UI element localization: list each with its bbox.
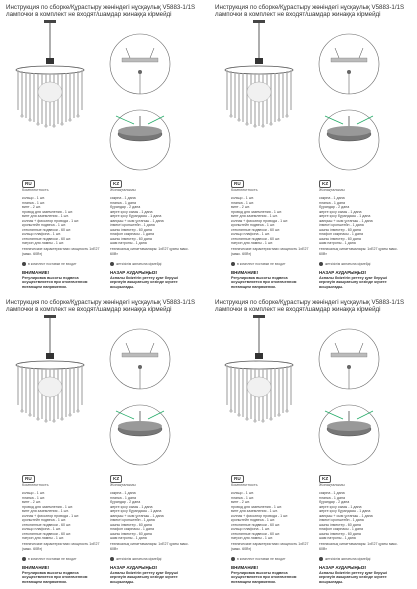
part-item: сақина - 1 дана	[319, 196, 345, 200]
note-ru	[231, 262, 286, 266]
part-item: плафон сақинасы - 1 дана	[110, 527, 154, 531]
part-item: кронштейн подвеса - 1 шт.	[231, 518, 275, 522]
part-item: стеклянные подвески - 60 шт.	[231, 236, 281, 241]
part-item: жапқыш + сым ұстағыш - 1 дана	[319, 218, 373, 223]
note-text: в комплект поставки не входит	[28, 557, 77, 561]
bullet-icon	[231, 262, 235, 266]
note-ru	[22, 262, 77, 266]
part-item: кронштейн подвеса - 1 шт.	[231, 223, 275, 227]
spec-kz: техникалық сипаттамалары: 1xE27 қуаты макс. 60Вт	[110, 542, 189, 551]
part-item: плафон сақинасы - 1 дана	[319, 232, 363, 236]
instruction-sheet	[0, 295, 208, 589]
part-item: колпак + фиксатор провода - 1 шт.	[231, 218, 289, 223]
part-item: стеклянные подвески - 60 шт.	[231, 531, 281, 536]
instruction-sheet	[209, 295, 417, 589]
part-item: планка - 1 шт.	[231, 495, 254, 500]
part-item: винт - 2 шт.	[22, 500, 41, 504]
part-item: жерге қосу сымы - 1 дана	[110, 504, 153, 509]
chandelier-illustration	[4, 315, 100, 465]
note-text: в комплект поставки не входит	[28, 262, 77, 266]
sheet-title: Инструкция по сборке/Құрастыру жөніндегі нұсқаулық V5883-1/1S лампочки в комплект не входят/шамдар жинаққа кірмейді	[6, 4, 196, 18]
part-item: винт для заземления - 1 шт.	[22, 214, 69, 218]
parts-list-ru	[22, 491, 104, 541]
bullet-icon	[110, 262, 114, 266]
warning-text-kz: Аспалы биіктігін реттеу қуат берушi кернеуін ажыратылу кезінде жүзеге асырылады.	[110, 571, 178, 584]
part-item: патрон для лампы - 1 шт.	[231, 241, 274, 245]
part-item: жерге қосу бұрандасы - 1 дана	[110, 509, 162, 513]
part-item: планка - 1 шт.	[231, 200, 254, 205]
note-kz	[319, 557, 370, 561]
spec-kz: техникалық сипаттамалары: 1xE27 қуаты макс. 60Вт	[110, 247, 189, 256]
part-item: шам патроны - 1 дана	[319, 536, 356, 540]
note-kz	[110, 557, 161, 561]
warning-text-ru: Регулировка высоты подвеса осуществляется при отключенном питающем напряжении.	[231, 276, 297, 289]
spec-ru: технические характеристики: мощность 1xE27 (макс. 60Вт)	[231, 247, 309, 256]
spec-kz: техникалық сипаттамалары: 1xE27 қуаты макс. 60Вт	[319, 247, 398, 256]
part-item: бұрандар - 2 дана	[110, 500, 141, 504]
part-item: шыны ілмектер - 60 дана	[319, 522, 361, 527]
part-item: плафон сақинасы - 1 дана	[110, 232, 154, 236]
note-ru	[231, 557, 286, 561]
part-item: стеклянные подвески - 60 шт.	[22, 236, 72, 241]
part-item: стеклянные подвески - 60 шт.	[231, 227, 281, 232]
part-item: винт - 2 шт.	[231, 500, 250, 504]
warning-title-kz: НАЗАР АУДАРЫҢЫЗ!	[319, 565, 367, 570]
flag-kz: KZ	[110, 180, 122, 188]
spec-ru: технические характеристики: мощность 1xE27 (макс. 60Вт)	[22, 247, 100, 256]
sheet-title: Инструкция по сборке/Құрастыру жөніндегі нұсқаулық V5883-1/1S лампочки в комплект не входят/шамдар жинаққа кірмейді	[6, 299, 196, 313]
part-item: провод для заземления - 1 шт.	[22, 504, 74, 509]
sheet-title: Инструкция по сборке/Құрастыру жөніндегі нұсқаулық V5883-1/1S лампочки в комплект не входят/шамдар жинаққа кірмейді	[215, 4, 405, 18]
part-item: кронштейн подвеса - 1 шт.	[22, 223, 66, 227]
part-item: сақина - 1 дана	[110, 196, 136, 200]
part-item: планка - 1 дана	[110, 200, 136, 205]
part-item: шам патроны - 1 дана	[319, 241, 356, 245]
warning-text-kz: Аспалы биіктігін реттеу қуат берушi кернеуін ажыратылу кезінде жүзеге асырылады.	[319, 571, 387, 584]
part-item: кольцо - 1 шт.	[22, 196, 45, 200]
chandelier-illustration	[4, 20, 100, 170]
part-item: кронштейн подвеса - 1 шт.	[22, 518, 66, 522]
subtitle-kz: Жинақталымы	[110, 188, 136, 192]
part-item: бұрандар - 2 дана	[319, 205, 350, 209]
spec-kz: техникалық сипаттамалары: 1xE27 қуаты макс. 60Вт	[319, 542, 398, 551]
part-item: планка - 1 дана	[319, 200, 345, 205]
assembly-diagrams	[100, 32, 200, 178]
part-item: планка - 1 дана	[110, 495, 136, 500]
spec-ru: технические характеристики: мощность 1xE27 (макс. 60Вт)	[231, 542, 309, 551]
bullet-icon	[319, 262, 323, 266]
part-item: бұрандар - 2 дана	[110, 205, 141, 209]
part-item: провод для заземления - 1 шт.	[22, 209, 74, 214]
assembly-diagrams	[309, 327, 409, 473]
part-item: винт для заземления - 1 шт.	[231, 509, 278, 513]
part-item: жерге қосу бұрандасы - 1 дана	[319, 509, 371, 513]
subtitle-ru: Комплектность	[231, 483, 258, 487]
instruction-sheet	[209, 0, 417, 294]
part-item: плафон сақинасы - 1 дана	[319, 527, 363, 531]
part-item: кольцо плафона - 1 шт.	[22, 232, 61, 236]
warning-title-ru: ВНИМАНИЕ!	[231, 565, 259, 570]
note-text: жеткізілім жинағына кірмейді	[325, 262, 371, 266]
note-ru	[22, 557, 77, 561]
part-item: кольцо - 1 шт.	[231, 196, 254, 200]
part-item: патрон для лампы - 1 шт.	[22, 536, 65, 540]
bullet-icon	[22, 557, 26, 561]
part-item: шам патроны - 1 дана	[110, 536, 147, 540]
warning-title-kz: НАЗАР АУДАРЫҢЫЗ!	[110, 565, 158, 570]
part-item: жапқыш + сым ұстағыш - 1 дана	[110, 513, 164, 518]
part-item: планка - 1 дана	[319, 495, 345, 500]
part-item: кольцо - 1 шт.	[231, 491, 254, 495]
part-item: провод для заземления - 1 шт.	[231, 209, 283, 214]
sheet-title: Инструкция по сборке/Құрастыру жөніндегі нұсқаулық V5883-1/1S лампочки в комплект не входят/шамдар жинаққа кірмейді	[215, 299, 405, 313]
part-item: винт - 2 шт.	[22, 205, 41, 209]
flag-ru: RU	[231, 475, 244, 483]
parts-list-kz	[319, 196, 401, 246]
note-text: в комплект поставки не входит	[237, 557, 286, 561]
warning-title-ru: ВНИМАНИЕ!	[231, 270, 259, 275]
subtitle-kz: Жинақталымы	[319, 188, 345, 192]
part-item: жерге қосу сымы - 1 дана	[319, 209, 362, 214]
part-item: шыны ілмектер - 60 дана	[319, 227, 361, 232]
parts-list-kz	[110, 491, 192, 541]
assembly-diagrams	[309, 32, 409, 178]
note-kz	[110, 262, 161, 266]
warning-text-ru: Регулировка высоты подвеса осуществляется при отключенном питающем напряжении.	[231, 571, 297, 584]
part-item: стеклянные подвески - 60 шт.	[22, 531, 72, 536]
part-item: жерге қосу сымы - 1 дана	[110, 209, 153, 214]
note-text: в комплект поставки не входит	[237, 262, 286, 266]
part-item: жапқыш + сым ұстағыш - 1 дана	[319, 513, 373, 518]
flag-ru: RU	[231, 180, 244, 188]
part-item: шыны ілмектер - 60 дана	[319, 531, 361, 536]
part-item: патрон для лампы - 1 шт.	[231, 536, 274, 540]
part-item: винт - 2 шт.	[231, 205, 250, 209]
part-item: кольцо плафона - 1 шт.	[231, 232, 270, 236]
bullet-icon	[110, 557, 114, 561]
flag-ru: RU	[22, 475, 35, 483]
subtitle-kz: Жинақталымы	[319, 483, 345, 487]
part-item: кольцо - 1 шт.	[22, 491, 45, 495]
part-item: провод для заземления - 1 шт.	[231, 504, 283, 509]
part-item: стеклянные подвески - 60 шт.	[22, 522, 72, 527]
warning-title-ru: ВНИМАНИЕ!	[22, 565, 50, 570]
part-item: шыны ілмектер - 60 дана	[110, 531, 152, 536]
bullet-icon	[22, 262, 26, 266]
note-text: жеткізілім жинағына кірмейді	[116, 262, 162, 266]
parts-list-ru	[231, 491, 313, 541]
parts-list-ru	[22, 196, 104, 246]
note-text: жеткізілім жинағына кірмейді	[116, 557, 162, 561]
part-item: стеклянные подвески - 60 шт.	[231, 522, 281, 527]
subtitle-ru: Комплектность	[22, 483, 49, 487]
warning-title-kz: НАЗАР АУДАРЫҢЫЗ!	[110, 270, 158, 275]
subtitle-ru: Комплектность	[22, 188, 49, 192]
part-item: шыны ілмектер - 60 дана	[110, 522, 152, 527]
instruction-sheet	[0, 0, 208, 294]
part-item: жапқыш + сым ұстағыш - 1 дана	[110, 218, 164, 223]
chandelier-illustration	[213, 20, 309, 170]
warning-text-kz: Аспалы биіктігін реттеу қуат берушi кернеуін ажыратылу кезінде жүзеге асырылады.	[110, 276, 178, 289]
note-kz	[319, 262, 370, 266]
flag-kz: KZ	[319, 475, 331, 483]
chandelier-illustration	[213, 315, 309, 465]
part-item: шыны ілмектер - 60 дана	[110, 227, 152, 232]
part-item: шыны ілмектер - 60 дана	[319, 236, 361, 241]
bullet-icon	[231, 557, 235, 561]
spec-ru: технические характеристики: мощность 1xE27 (макс. 60Вт)	[22, 542, 100, 551]
part-item: винт для заземления - 1 шт.	[22, 509, 69, 513]
part-item: кольцо плафона - 1 шт.	[231, 527, 270, 531]
part-item: жерге қосу сымы - 1 дана	[319, 504, 362, 509]
part-item: ілмекті кронштейн - 1 дана	[110, 223, 155, 227]
part-item: колпак + фиксатор провода - 1 шт.	[22, 513, 80, 518]
part-item: планка - 1 шт.	[22, 200, 45, 205]
assembly-diagrams	[100, 327, 200, 473]
parts-list-kz	[319, 491, 401, 541]
flag-ru: RU	[22, 180, 35, 188]
bullet-icon	[319, 557, 323, 561]
part-item: бұрандар - 2 дана	[319, 500, 350, 504]
part-item: колпак + фиксатор провода - 1 шт.	[22, 218, 80, 223]
part-item: ілмекті кронштейн - 1 дана	[319, 518, 364, 522]
part-item: жерге қосу бұрандасы - 1 дана	[319, 214, 371, 218]
flag-kz: KZ	[319, 180, 331, 188]
part-item: стеклянные подвески - 60 шт.	[22, 227, 72, 232]
part-item: колпак + фиксатор провода - 1 шт.	[231, 513, 289, 518]
part-item: кольцо плафона - 1 шт.	[22, 527, 61, 531]
warning-text-ru: Регулировка высоты подвеса осуществляется при отключенном питающем напряжении.	[22, 276, 88, 289]
part-item: шам патроны - 1 дана	[110, 241, 147, 245]
part-item: винт для заземления - 1 шт.	[231, 214, 278, 218]
warning-text-ru: Регулировка высоты подвеса осуществляется при отключенном питающем напряжении.	[22, 571, 88, 584]
part-item: патрон для лампы - 1 шт.	[22, 241, 65, 245]
subtitle-kz: Жинақталымы	[110, 483, 136, 487]
flag-kz: KZ	[110, 475, 122, 483]
note-text: жеткізілім жинағына кірмейді	[325, 557, 371, 561]
part-item: шыны ілмектер - 60 дана	[110, 236, 152, 241]
parts-list-ru	[231, 196, 313, 246]
parts-list-kz	[110, 196, 192, 246]
warning-title-ru: ВНИМАНИЕ!	[22, 270, 50, 275]
part-item: ілмекті кронштейн - 1 дана	[319, 223, 364, 227]
warning-title-kz: НАЗАР АУДАРЫҢЫЗ!	[319, 270, 367, 275]
part-item: жерге қосу бұрандасы - 1 дана	[110, 214, 162, 218]
part-item: ілмекті кронштейн - 1 дана	[110, 518, 155, 522]
part-item: планка - 1 шт.	[22, 495, 45, 500]
part-item: сақина - 1 дана	[319, 491, 345, 495]
warning-text-kz: Аспалы биіктігін реттеу қуат берушi кернеуін ажыратылу кезінде жүзеге асырылады.	[319, 276, 387, 289]
subtitle-ru: Комплектность	[231, 188, 258, 192]
part-item: сақина - 1 дана	[110, 491, 136, 495]
